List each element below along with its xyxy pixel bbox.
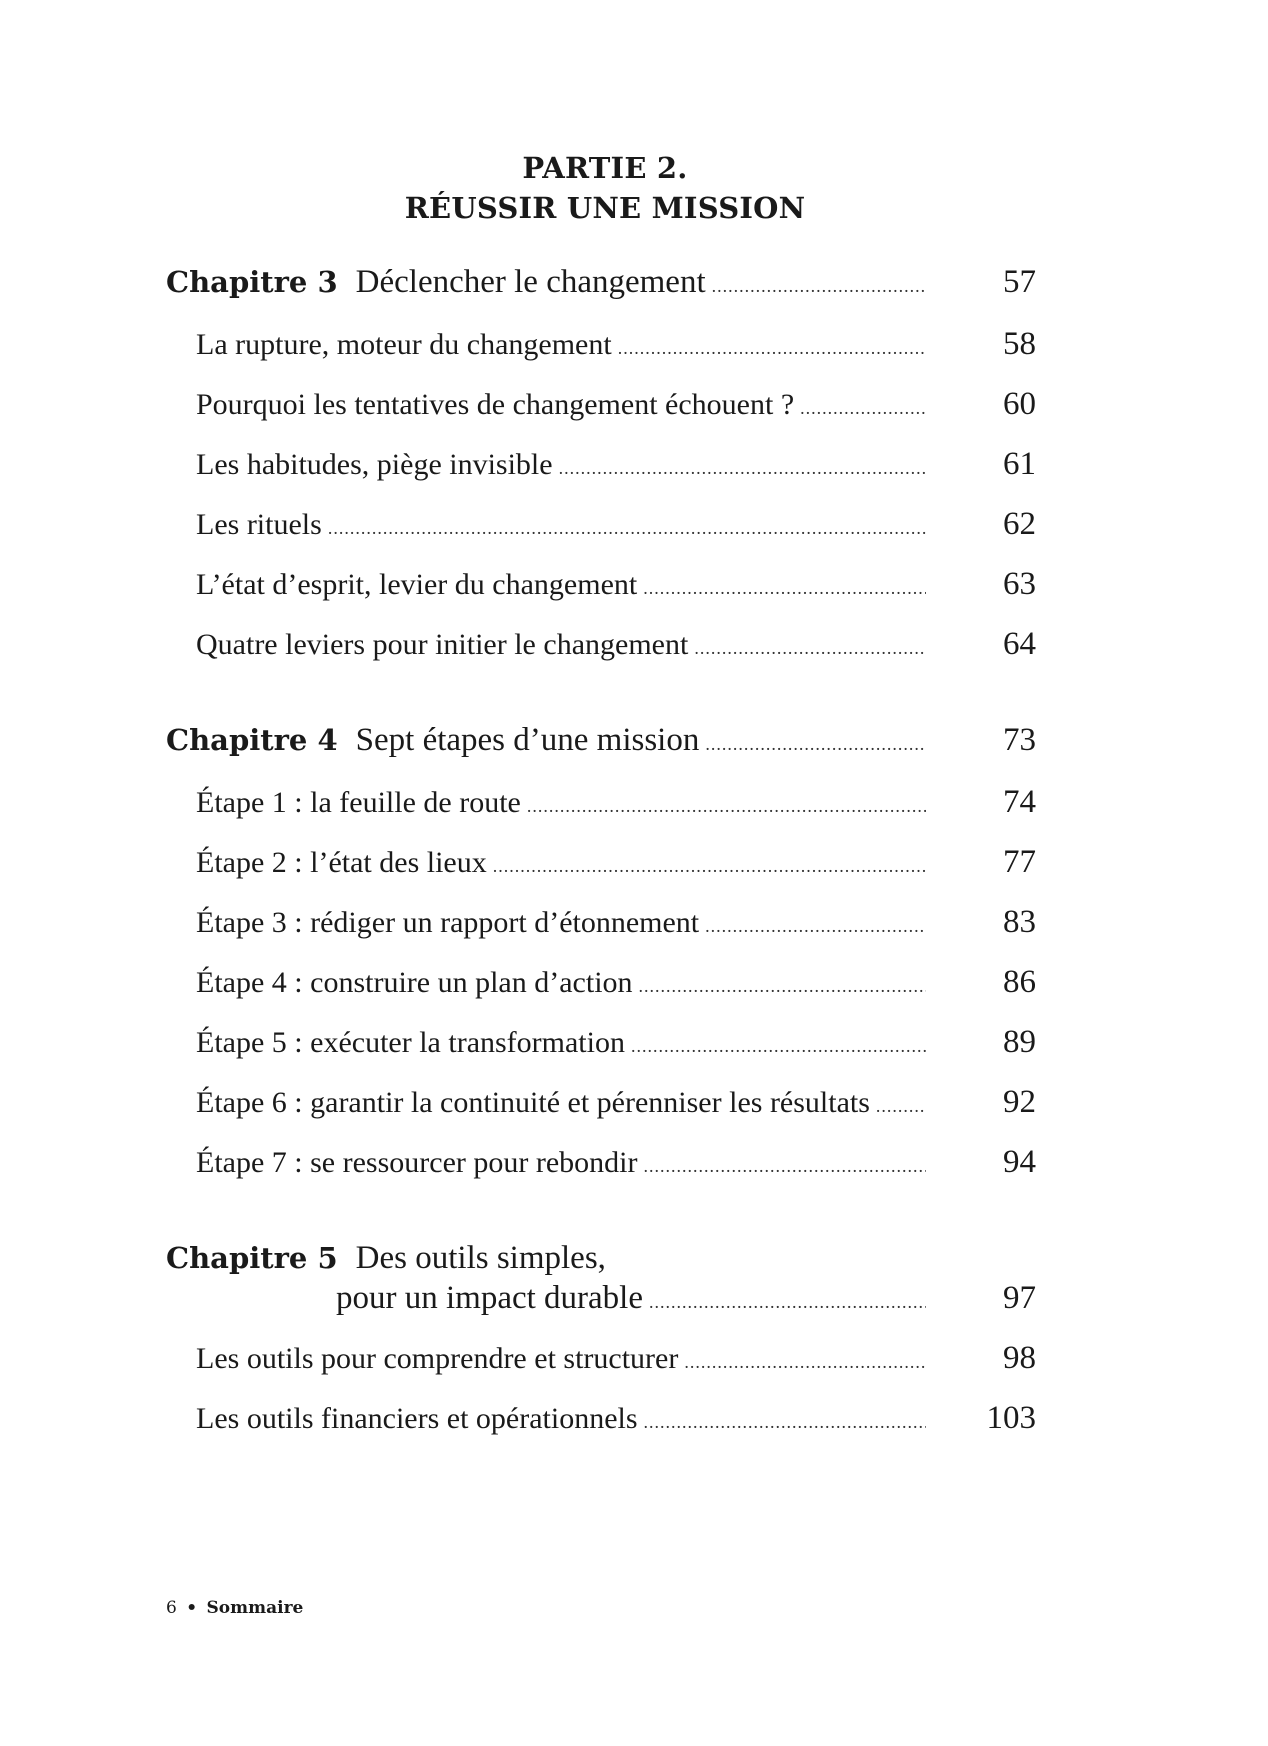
toc-entry[interactable] — [166, 564, 1036, 624]
dot-leader — [639, 966, 926, 1006]
dot-leader — [684, 1342, 926, 1382]
toc-entry[interactable] — [166, 1398, 1036, 1458]
toc-entry[interactable] — [166, 842, 1036, 902]
chapter-row[interactable] — [166, 1238, 1036, 1338]
entry-title: Étape 6 : garantir la continuité et pérenniser les résultats — [196, 1086, 870, 1119]
dot-leader — [694, 628, 926, 668]
toc-entry[interactable] — [166, 1082, 1036, 1142]
page-number: 74 — [1003, 784, 1036, 820]
chapter-3 — [166, 262, 1036, 684]
entry-title: Étape 1 : la feuille de route — [196, 786, 521, 819]
page-number: 86 — [1003, 964, 1036, 1000]
chapter-label: Chapitre 5 — [166, 1241, 338, 1275]
toc-entry[interactable] — [166, 962, 1036, 1022]
page-number: 92 — [1003, 1084, 1036, 1120]
chapter-label: Chapitre 3 — [166, 265, 338, 299]
dot-leader — [644, 1146, 926, 1186]
table-of-contents — [166, 262, 1036, 1494]
toc-entry[interactable] — [166, 384, 1036, 444]
toc-entry[interactable] — [166, 444, 1036, 504]
chapter-5 — [166, 1238, 1036, 1458]
page-number: 83 — [1003, 904, 1036, 940]
dot-leader — [644, 1402, 926, 1442]
chapter-4 — [166, 720, 1036, 1202]
dot-leader — [705, 724, 926, 764]
chapter-label: Chapitre 4 — [166, 723, 338, 757]
toc-entry[interactable] — [166, 504, 1036, 564]
page-number: 61 — [1003, 446, 1036, 482]
chapter-row[interactable] — [166, 262, 1036, 324]
chapter-row[interactable] — [166, 720, 1036, 782]
entry-title: Les outils pour comprendre et structurer — [196, 1342, 679, 1375]
toc-entry[interactable] — [166, 324, 1036, 384]
part-title: RÉUSSIR UNE MISSION — [404, 191, 806, 225]
page-number: 60 — [1003, 386, 1036, 422]
entry-title: Les outils financiers et opérationnels — [196, 1402, 638, 1435]
dot-leader — [618, 328, 926, 368]
page-number: 98 — [1003, 1340, 1036, 1376]
toc-entry[interactable] — [166, 902, 1036, 962]
entry-title: Étape 3 : rédiger un rapport d’étonnement — [196, 906, 700, 939]
page-number: 89 — [1003, 1024, 1036, 1060]
entry-title: Les rituels — [196, 508, 322, 541]
page-number: 73 — [1003, 722, 1036, 758]
chapter-title: Déclencher le changement — [355, 264, 706, 300]
entry-title: Étape 7 : se ressourcer pour rebondir — [196, 1146, 638, 1179]
toc-entry[interactable] — [166, 782, 1036, 842]
page-number: 57 — [1003, 264, 1036, 300]
toc-entry[interactable] — [166, 1142, 1036, 1202]
footer-bullet: • — [186, 1598, 198, 1618]
page-footer — [166, 1598, 303, 1618]
entry-title: L’état d’esprit, levier du changement — [196, 568, 638, 601]
dot-leader — [876, 1086, 926, 1126]
dot-leader — [712, 266, 926, 306]
dot-leader — [328, 508, 926, 548]
dot-leader — [493, 846, 926, 886]
dot-leader — [631, 1026, 926, 1066]
page-number: 77 — [1003, 844, 1036, 880]
page-number: 94 — [1003, 1144, 1036, 1180]
part-heading — [0, 148, 1210, 228]
entry-title: Étape 5 : exécuter la transformation — [196, 1026, 625, 1059]
dot-leader — [800, 388, 926, 428]
dot-leader — [649, 1282, 926, 1322]
toc-entry[interactable] — [166, 624, 1036, 684]
page-number: 103 — [986, 1400, 1036, 1436]
footer-section-label: Sommaire — [206, 1598, 304, 1618]
part-number: PARTIE 2. — [522, 151, 688, 185]
dot-leader — [527, 786, 926, 826]
entry-title: Étape 2 : l’état des lieux — [196, 846, 487, 879]
dot-leader — [559, 448, 926, 488]
chapter-title-line-1: Des outils simples, — [355, 1240, 606, 1276]
page-number: 64 — [1003, 626, 1036, 662]
dot-leader — [705, 906, 926, 946]
entry-title: La rupture, moteur du changement — [196, 328, 612, 361]
page-number: 63 — [1003, 566, 1036, 602]
page-number: 97 — [1003, 1280, 1036, 1316]
entry-title: Quatre leviers pour initier le changement — [196, 628, 689, 661]
page-number: 58 — [1003, 326, 1036, 362]
entry-title: Étape 4 : construire un plan d’action — [196, 966, 633, 999]
page-number: 62 — [1003, 506, 1036, 542]
toc-entry[interactable] — [166, 1022, 1036, 1082]
dot-leader — [643, 568, 926, 608]
chapter-title: Sept étapes d’une mission — [355, 722, 700, 758]
entry-title: Les habitudes, piège invisible — [196, 448, 553, 481]
toc-entry[interactable] — [166, 1338, 1036, 1398]
footer-page-number: 6 — [166, 1598, 177, 1618]
entry-title: Pourquoi les tentatives de changement échouent ? — [196, 388, 795, 421]
chapter-title-line-2: pour un impact durable — [336, 1280, 643, 1316]
